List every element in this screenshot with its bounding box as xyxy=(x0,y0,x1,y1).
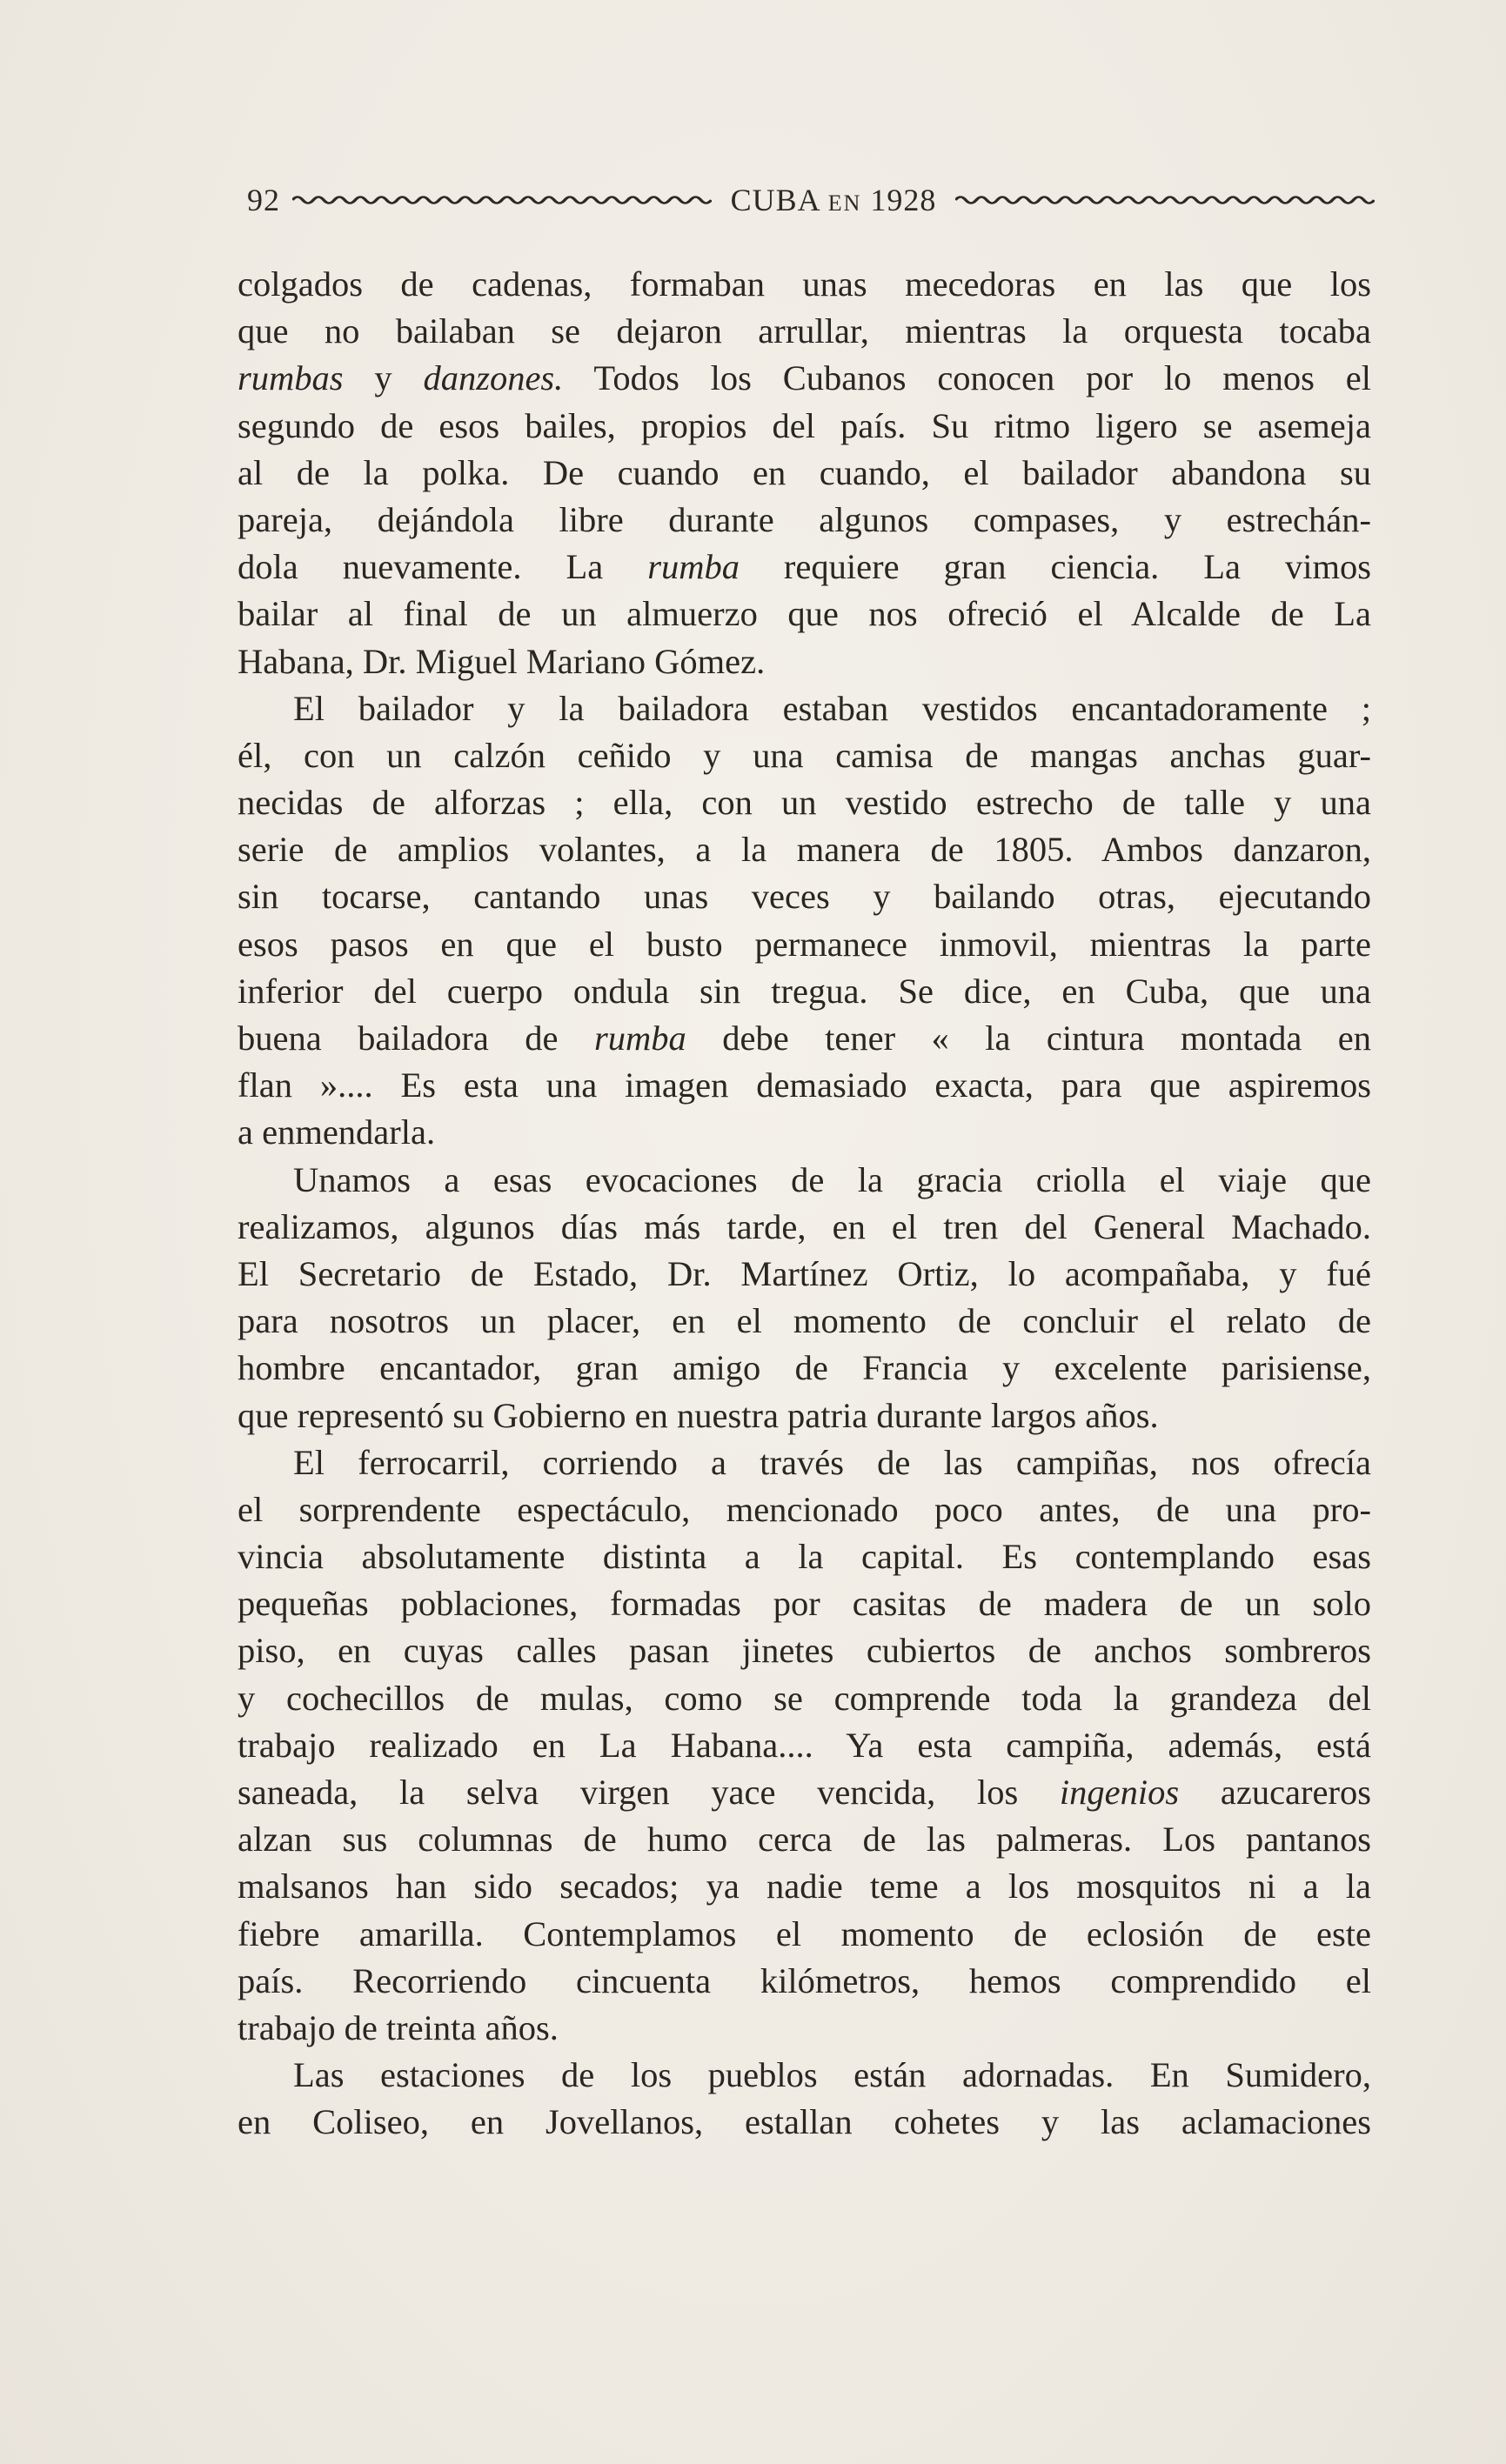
text-line xyxy=(238,308,1371,355)
text-segment: en Coliseo, en Jovellanos, estallan cohetes y las aclamaciones xyxy=(238,2102,1371,2142)
text-segment: pareja, dejándola libre durante algunos compases, y estrechán- xyxy=(238,499,1371,539)
text-line xyxy=(238,1204,1371,1251)
text-line xyxy=(238,1109,1371,1156)
text-segment: sin tocarse, cantando unas veces y bailando otras, ejecutando xyxy=(238,877,1371,917)
text-segment: malsanos han sido secados; ya nadie teme a los mosquitos ni a la xyxy=(238,1866,1371,1906)
text-line xyxy=(238,1298,1371,1345)
text-segment: necidas de alforzas ; ella, con un vestido estrecho de talle y una xyxy=(238,783,1371,823)
text-line xyxy=(238,1015,1371,1062)
text-line xyxy=(238,1958,1371,2005)
text-segment: El Secretario de Estado, Dr. Martínez Ortiz, lo acompañaba, y fué xyxy=(238,1253,1371,1293)
text-line xyxy=(238,1580,1371,1627)
text-segment: trabajo de treinta años. xyxy=(238,2007,559,2047)
text-segment: Habana, Dr. Miguel Mariano Gómez. xyxy=(238,641,766,681)
text-segment: Todos los Cubanos conocen por lo menos el xyxy=(563,358,1371,398)
italic-word: rumba xyxy=(593,1018,686,1058)
text-line xyxy=(238,638,1371,685)
text-segment: el sorprendente espectáculo, mencionado poco antes, de una pro- xyxy=(238,1489,1371,1529)
text-line xyxy=(238,261,1371,308)
text-line xyxy=(238,1345,1371,1392)
text-line xyxy=(238,591,1371,638)
text-segment: El bailador y la bailadora estaban vestidos encantadoramente ; xyxy=(293,688,1371,728)
text-segment: vincia absolutamente distinta a la capital. Es contemplando esas xyxy=(238,1537,1371,1577)
text-segment: realizamos, algunos días más tarde, en el tren del General Machado. xyxy=(238,1206,1371,1246)
text-line xyxy=(238,732,1371,779)
text-segment: esos pasos en que el busto permanece inmovil, mientras la parte xyxy=(238,924,1371,964)
text-line xyxy=(238,2005,1371,2052)
text-line xyxy=(238,1251,1371,1298)
text-segment: pequeñas poblaciones, formadas por casitas de madera de un solo xyxy=(238,1584,1371,1624)
text-segment: y cochecillos de mulas, como se comprende toda la grandeza del xyxy=(238,1678,1371,1718)
text-segment: requiere gran ciencia. La vimos xyxy=(739,547,1371,587)
text-line xyxy=(238,1911,1371,1958)
text-line xyxy=(238,1533,1371,1580)
text-segment: saneada, la selva virgen yace vencida, los xyxy=(238,1773,1060,1812)
left-ornament-wave xyxy=(292,194,712,206)
text-segment: trabajo realizado en La Habana.... Ya esta campiña, además, está xyxy=(238,1725,1371,1765)
text-segment: El ferrocarril, corriendo a través de las campiñas, nos ofrecía xyxy=(293,1442,1371,1482)
text-line xyxy=(238,1392,1371,1439)
text-segment: segundo de esos bailes, propios del país. Su ritmo ligero se asemeja xyxy=(238,405,1371,445)
italic-word: danzones. xyxy=(423,358,564,398)
text-segment: para nosotros un placer, en el momento de concluir el relato de xyxy=(238,1301,1371,1341)
text-segment: país. Recorriendo cincuenta kilómetros, hemos comprendido el xyxy=(238,1960,1371,2000)
text-line xyxy=(238,1439,1371,1486)
text-segment: serie de amplios volantes, a la manera de 1805. Ambos danzaron, xyxy=(238,830,1371,870)
text-segment: bailar al final de un almuerzo que nos ofreció el Alcalde de La xyxy=(238,594,1371,634)
page-number: 92 xyxy=(247,183,280,217)
text-segment: piso, en cuyas calles pasan jinetes cubiertos de anchos sombreros xyxy=(238,1631,1371,1671)
text-line xyxy=(238,355,1371,402)
text-segment: debe tener « la cintura montada en xyxy=(686,1018,1371,1058)
running-title-small: EN xyxy=(827,190,862,216)
text-segment: colgados de cadenas, formaban unas mecedoras en las que los xyxy=(238,264,1371,304)
text-line xyxy=(238,921,1371,968)
text-line xyxy=(238,544,1371,591)
running-title-main: CUBA xyxy=(730,183,820,217)
italic-word: rumbas xyxy=(238,358,344,398)
text-line xyxy=(238,1062,1371,1109)
text-segment: que representó su Gobierno en nuestra patria durante largos años. xyxy=(238,1395,1159,1435)
text-line xyxy=(238,1816,1371,1863)
text-segment: él, con un calzón ceñido y una camisa de mangas anchas guar- xyxy=(238,735,1371,775)
text-line xyxy=(238,403,1371,450)
text-segment: dola nuevamente. La xyxy=(238,547,648,587)
text-segment: y xyxy=(343,358,424,398)
text-line xyxy=(238,826,1371,873)
text-line xyxy=(238,1722,1371,1769)
text-line xyxy=(238,450,1371,497)
text-line xyxy=(238,685,1371,732)
text-segment: a enmendarla. xyxy=(238,1112,436,1152)
text-line xyxy=(238,2052,1371,2099)
text-segment: flan ».... Es esta una imagen demasiado exacta, para que aspiremos xyxy=(238,1065,1371,1105)
running-title xyxy=(731,182,937,218)
italic-word: ingenios xyxy=(1059,1773,1180,1812)
text-segment: fiebre amarilla. Contemplamos el momento de eclosión de este xyxy=(238,1913,1371,1953)
text-line xyxy=(238,779,1371,826)
text-segment: hombre encantador, gran amigo de Francia y excelente parisiense, xyxy=(238,1348,1371,1388)
text-line xyxy=(238,1157,1371,1204)
text-line xyxy=(238,497,1371,544)
text-line xyxy=(238,1769,1371,1816)
italic-word: rumba xyxy=(647,547,740,587)
text-segment: inferior del cuerpo ondula sin tregua. Se dice, en Cuba, que una xyxy=(238,971,1371,1011)
running-title-year: 1928 xyxy=(870,183,937,217)
text-segment: que no bailaban se dejaron arrullar, mientras la orquesta tocaba xyxy=(238,311,1371,351)
body-text xyxy=(238,261,1371,2147)
text-line xyxy=(238,1627,1371,1674)
text-segment: Las estaciones de los pueblos están adornadas. En Sumidero, xyxy=(293,2055,1371,2095)
text-segment: buena bailadora de xyxy=(238,1018,594,1058)
text-segment: azucareros xyxy=(1179,1773,1371,1812)
text-line xyxy=(238,1675,1371,1722)
right-ornament-wave xyxy=(955,194,1375,206)
text-line xyxy=(238,873,1371,920)
text-segment: alzan sus columnas de humo cerca de las palmeras. Los pantanos xyxy=(238,1820,1371,1860)
text-line xyxy=(238,1863,1371,1910)
text-segment: al de la polka. De cuando en cuando, el bailador abandona su xyxy=(238,452,1371,492)
running-header xyxy=(247,178,1375,222)
text-line xyxy=(238,1486,1371,1533)
text-line xyxy=(238,968,1371,1015)
text-segment: Unamos a esas evocaciones de la gracia criolla el viaje que xyxy=(293,1159,1371,1199)
text-line xyxy=(238,2099,1371,2146)
